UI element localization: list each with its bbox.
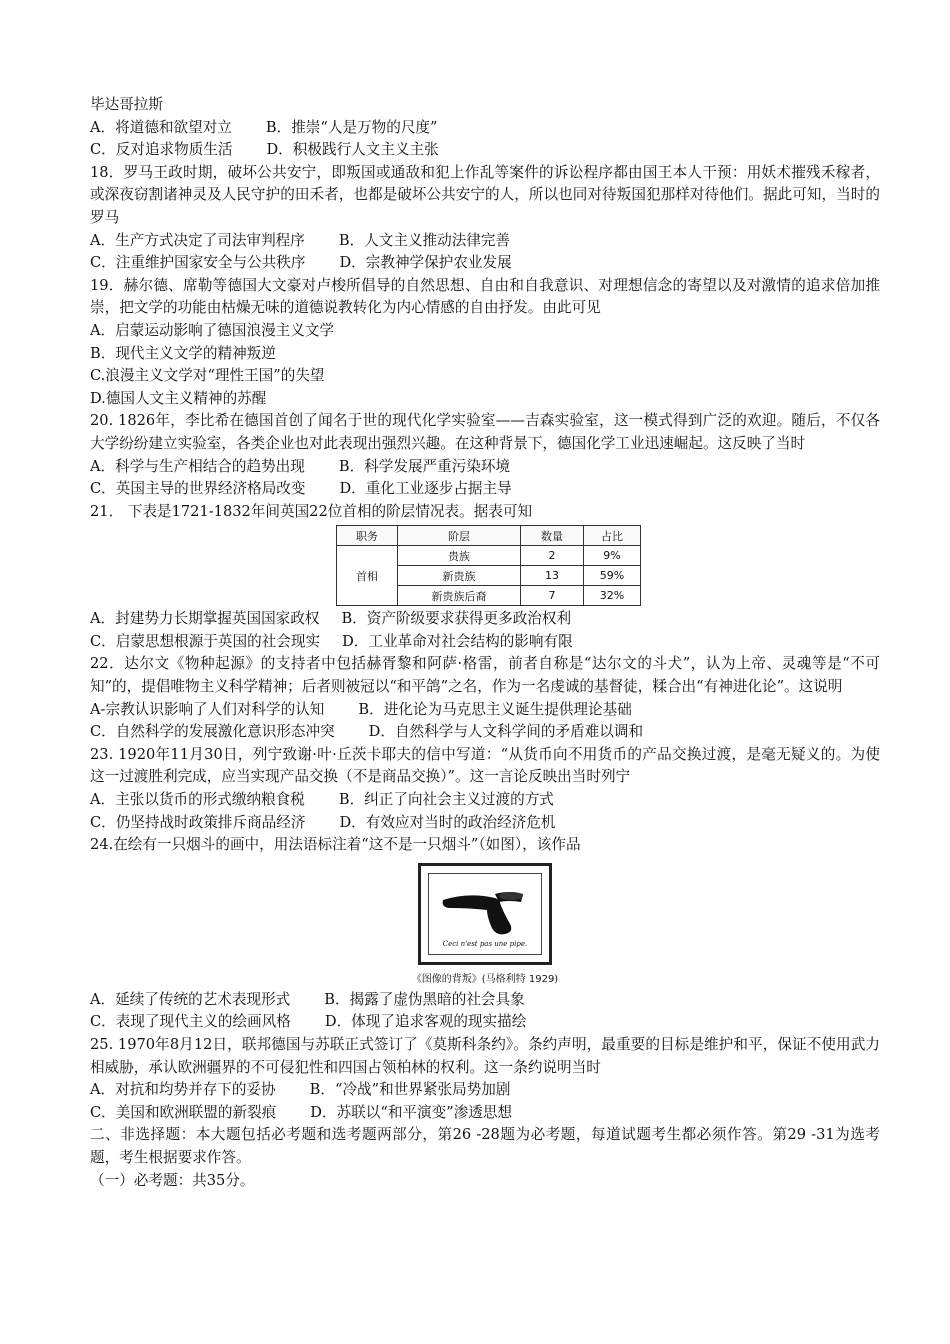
q23-option-a: A．主张以货币的形式缴纳粮食税 [90, 791, 305, 809]
section-two-heading: 二、非选择题：本大题包括必考题和选考题两部分，第26 -28题为必考题，每道试题考生都必须作答。第29 -31为选考题，考生根据要求作答。 [90, 1126, 880, 1166]
q23-option-c: C．仍坚持战时政策排斥商品经济 [90, 813, 306, 831]
figure-caption: 《图像的背叛》(马格利特 1929) [411, 973, 559, 985]
q21-option-a: A．封建势力长期掌握英国国家政权 [90, 610, 320, 628]
q20-option-a: A．科学与生产相结合的趋势出现 [90, 457, 305, 475]
q18-option-a: A．生产方式决定了司法审判程序 [90, 231, 305, 249]
q22-option-d: D．自然科学与人文科学间的矛盾难以调和 [368, 723, 644, 741]
q22-option-b: B．进化论为马克思主义诞生提供理论基础 [358, 700, 632, 718]
table-row [337, 546, 641, 566]
table-header: 职务 [337, 526, 398, 546]
table-header: 数量 [521, 526, 584, 546]
q18-option-c: C．注重维护国家安全与公共秩序 [90, 254, 306, 272]
q23-options-ab [90, 789, 880, 812]
q19-option-a: A．启蒙运动影响了德国浪漫主义文学 [90, 321, 335, 339]
q18-options-cd [90, 252, 880, 275]
table-cell: 7 [521, 586, 584, 606]
table-header: 阶层 [398, 526, 521, 546]
q23-stem: 23. 1920年11月30日，列宁致谢·叶·丘茨卡耶夫的信中写道：“从货币向不用货币的产品交换过渡，是毫无疑义的。为使这一过渡胜利完成，应当实现产品交换（不是商品交换）”。这一言论反映出当时列宁 [90, 745, 880, 786]
prime-minister-class-table [336, 525, 641, 606]
table-cell: 59% [584, 566, 641, 586]
q25-option-a: A．对抗和均势并存下的妥协 [90, 1081, 276, 1099]
q23-option-d: D．有效应对当时的政治经济危机 [339, 813, 556, 831]
q17-options-ab [90, 117, 880, 140]
q18-option-d: D．宗教神学保护农业发展 [339, 254, 512, 272]
q18-options-ab [90, 230, 880, 253]
painting-inscription: Ceci n'est pas une pipe. [442, 939, 528, 948]
q21-option-b: B．资产阶级要求获得更多政治权利 [341, 610, 572, 628]
exam-page [90, 94, 880, 1192]
q19-option-d: D.德国人文主义精神的苏醒 [90, 389, 267, 407]
q20-stem: 20. 1826年，李比希在德国首创了闻名于世的现代化学实验室——吉森实验室，这一模式得到广泛的欢迎。随后，不仅各大学纷纷建立实验室，各类企业也对此表现出强烈兴趣。在这种背景下，德国化学工业迅速崛起。这反映了当时 [90, 412, 880, 452]
painting-canvas [428, 873, 542, 955]
q24-option-b: B．揭露了虚伪黑暗的社会具象 [324, 990, 525, 1008]
q24-option-a: A．延续了传统的艺术表现形式 [90, 990, 291, 1008]
q22-options-ab [90, 699, 880, 722]
q17-option-a: A．将道德和欲望对立 [90, 118, 232, 136]
q18-option-b: B．人文主义推动法律完善 [338, 231, 511, 249]
q25-option-c: C．美国和欧洲联盟的新裂痕 [90, 1103, 277, 1121]
q23-option-b: B．纠正了向社会主义过渡的方式 [338, 791, 554, 809]
q25-stem: 25. 1970年8月12日，联邦德国与苏联正式签订了《莫斯科条约》。条约声明，最重要的目标是维护和平，保证不使用武力相威胁，承认欧洲疆界的不可侵犯性和四国占领柏林的权利。这一条约说明当时 [90, 1036, 880, 1076]
q20-option-d: D．重化工业逐步占据主导 [339, 480, 512, 498]
q21-options-cd [90, 631, 880, 654]
q19-option-b: B．现代主义文学的精神叛逆 [90, 344, 276, 362]
table-header-row [337, 526, 641, 546]
q19-option-c: C.浪漫主义文学对“理性王国”的失望 [90, 367, 325, 385]
q17-options-cd [90, 139, 880, 162]
subsection-one-heading: （一）必考题：共35分。 [90, 1171, 255, 1189]
q17-option-d: D．积极践行人文主义主张 [266, 141, 439, 159]
q17-option-c: C．反对追求物质生活 [90, 141, 233, 159]
q24-options-ab [90, 989, 880, 1012]
q20-option-c: C．英国主导的世界经济格局改变 [90, 480, 306, 498]
table-cell: 新贵族后裔 [398, 586, 521, 606]
q20-options-ab [90, 456, 880, 479]
q24-stem: 24.在绘有一只烟斗的画中，用法语标注着“这不是一只烟斗”（如图），该作品 [90, 836, 581, 854]
table-cell-role: 首相 [337, 546, 398, 606]
q22-options-cd [90, 721, 880, 744]
table-cell: 新贵族 [398, 566, 521, 586]
q17-stem-end: 毕达哥拉斯 [90, 96, 163, 113]
q23-options-cd [90, 812, 880, 835]
q25-option-b: B．“冷战”和世界紧张局势加剧 [309, 1081, 511, 1099]
table-cell: 9% [584, 546, 641, 566]
q20-options-cd [90, 478, 880, 501]
q25-options-ab [90, 1079, 880, 1102]
q22-option-a: A-宗教认识影响了人们对科学的认知 [90, 700, 325, 718]
q24-option-c: C．表现了现代主义的绘画风格 [90, 1013, 291, 1031]
q21-stem: 21． 下表是1721-1832年间英国22位首相的阶层情况表。据表可知 [90, 502, 533, 520]
q22-stem: 22．达尔文《物种起源》的支持者中包括赫胥黎和阿萨·格雷，前者自称是“达尔文的斗犬”，认为上帝、灵魂等是“不可知”的，提倡唯物主义科学精神；后者则被冠以“和平鸽”之名，作为一名虔诚的基督徒，糅合出“有神进化论”。这说明 [90, 655, 880, 696]
table-cell: 32% [584, 586, 641, 606]
painting-frame [418, 863, 552, 965]
pipe-icon [429, 878, 541, 942]
table-header: 占比 [584, 526, 641, 546]
q18-stem: 18．罗马王政时期，破坏公共安宁，即叛国或通敌和犯上作乱等案件的诉讼程序都由国王本人干预：用妖术摧残禾稼者，或深夜窃割诸神灵及人民守护的田禾者，也都是破坏公共安宁的人，所以也同对待叛国犯那样对待他们。据此可知，当时的罗马 [90, 163, 880, 226]
q21-option-d: D．工业革命对社会结构的影响有限 [342, 632, 573, 650]
q17-option-b: B．推崇“人是万物的尺度” [265, 118, 438, 136]
q21-option-c: C．启蒙思想根源于英国的社会现实 [90, 632, 321, 650]
q24-options-cd [90, 1011, 880, 1034]
q24-figure [90, 863, 880, 987]
q25-option-d: D．苏联以“和平演变”渗透思想 [310, 1103, 513, 1121]
table-cell: 贵族 [398, 546, 521, 566]
table-cell: 2 [521, 546, 584, 566]
q19-stem: 19．赫尔德、席勒等德国大文豪对卢梭所倡导的自然思想、自由和自我意识、对理想信念的寄望以及对激情的追求倍加推崇，把文学的功能由枯燥无味的道德说教转化为内心情感的自由抒发。由此可见 [90, 276, 880, 317]
table-cell: 13 [521, 566, 584, 586]
q22-option-c: C．自然科学的发展激化意识形态冲突 [90, 723, 335, 741]
q24-option-d: D．体现了追求客观的现实描绘 [324, 1013, 527, 1031]
q20-option-b: B．科学发展严重污染环境 [338, 457, 511, 475]
q25-options-cd [90, 1102, 880, 1125]
q21-options-ab [90, 608, 880, 631]
